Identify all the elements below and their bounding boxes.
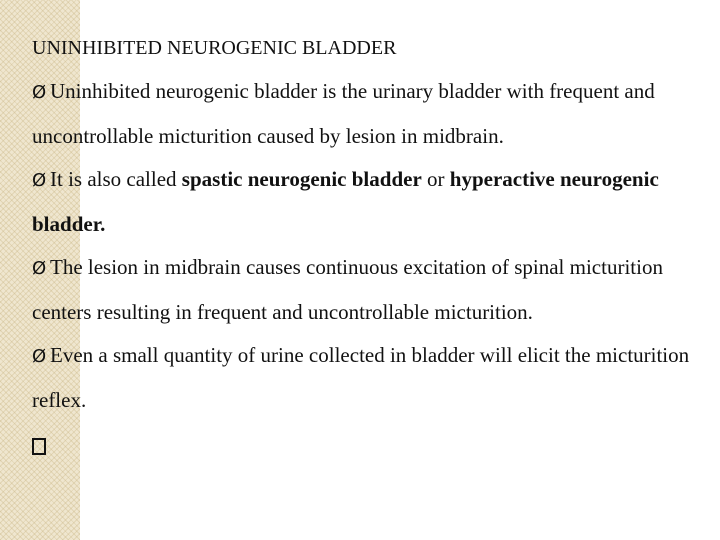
- bullet-text-part: or: [421, 167, 450, 191]
- bullet-item-3: [32, 246, 702, 334]
- bullet-item-4: [32, 334, 702, 422]
- arrow-bullet-icon: Ø: [32, 346, 47, 367]
- slide-title: UNINHIBITED NEUROGENIC BLADDER: [32, 37, 397, 59]
- arrow-bullet-icon: Ø: [32, 170, 47, 191]
- bullet-text-part: It is also called: [50, 167, 182, 191]
- arrow-bullet-icon: Ø: [32, 82, 47, 103]
- bold-term: hyperactive neurogenic bladder.: [32, 167, 659, 236]
- arrow-bullet-icon: Ø: [32, 258, 47, 279]
- replacement-character-icon: [32, 438, 46, 455]
- bullet-text: Uninhibited neurogenic bladder is the urinary bladder with frequent and uncontrollable micturition caused by lesion in midbrain.: [32, 79, 655, 148]
- bullet-item-1: [32, 70, 702, 158]
- bold-term: spastic neurogenic bladder: [181, 167, 422, 191]
- bullet-item-2: [32, 158, 702, 246]
- slide-content: [32, 30, 702, 460]
- bullet-text: The lesion in midbrain causes continuous excitation of spinal micturition centers resulting in frequent and uncontrollable micturition.: [32, 255, 663, 324]
- bullet-text: Even a small quantity of urine collected in bladder will elicit the micturition reflex.: [32, 343, 690, 412]
